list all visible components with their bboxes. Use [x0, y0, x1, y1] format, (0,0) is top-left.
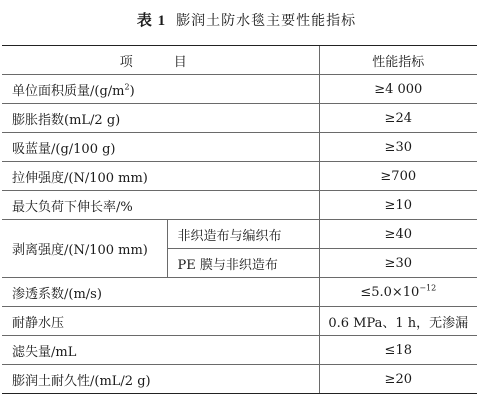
row-label: 吸蓝量/(g/100 g) — [2, 133, 319, 162]
table-row — [2, 336, 477, 365]
performance-table — [2, 45, 477, 394]
row-value: ≥30 — [319, 133, 477, 162]
table-header-row — [2, 46, 477, 75]
row-value: $\le 5.0\times 10^{-12}$ — [319, 278, 477, 307]
row-label: 单位面积质量$/(g/m^2)$ — [2, 75, 319, 104]
table-row — [2, 365, 477, 394]
row-value: ≥4 000 — [319, 75, 477, 104]
row-value: ≥10 — [319, 191, 477, 220]
row-label: 滤失量/mL — [2, 336, 319, 365]
row-value: ≥24 — [319, 104, 477, 133]
row-value: ≥700 — [319, 162, 477, 191]
table-row — [2, 162, 477, 191]
row-sublabel: PE 膜与非织造布 — [167, 249, 319, 278]
table-title: 膨润土防水毯主要性能指标 — [176, 13, 357, 29]
row-label: 耐静水压 — [2, 307, 319, 336]
row-label: 剥离强度/(N/100 mm) — [2, 220, 167, 278]
row-label: 拉伸强度/(N/100 mm) — [2, 162, 319, 191]
table-row — [2, 220, 477, 249]
table-row — [2, 104, 477, 133]
row-value: ≥20 — [319, 365, 477, 394]
table-number: 表 1 — [136, 13, 167, 29]
table-caption — [0, 9, 493, 30]
row-label: 膨胀指数(mL/2 g) — [2, 104, 319, 133]
table-row — [2, 75, 477, 104]
row-value: ≥40 — [319, 220, 477, 249]
table-row — [2, 133, 477, 162]
header-value: 性能指标 — [319, 46, 477, 75]
table-row — [2, 278, 477, 307]
row-value: ≤18 — [319, 336, 477, 365]
row-label: 渗透系数/(m/s) — [2, 278, 319, 307]
table-row — [2, 191, 477, 220]
header-item: 项 目 — [2, 46, 319, 75]
row-sublabel: 非织造布与编织布 — [167, 220, 319, 249]
table-row — [2, 307, 477, 336]
row-label: 最大负荷下伸长率/% — [2, 191, 319, 220]
row-value: 0.6 MPa、1 h，无渗漏 — [319, 307, 477, 336]
row-value: ≥30 — [319, 249, 477, 278]
row-label: 膨润土耐久性/(mL/2 g) — [2, 365, 319, 394]
